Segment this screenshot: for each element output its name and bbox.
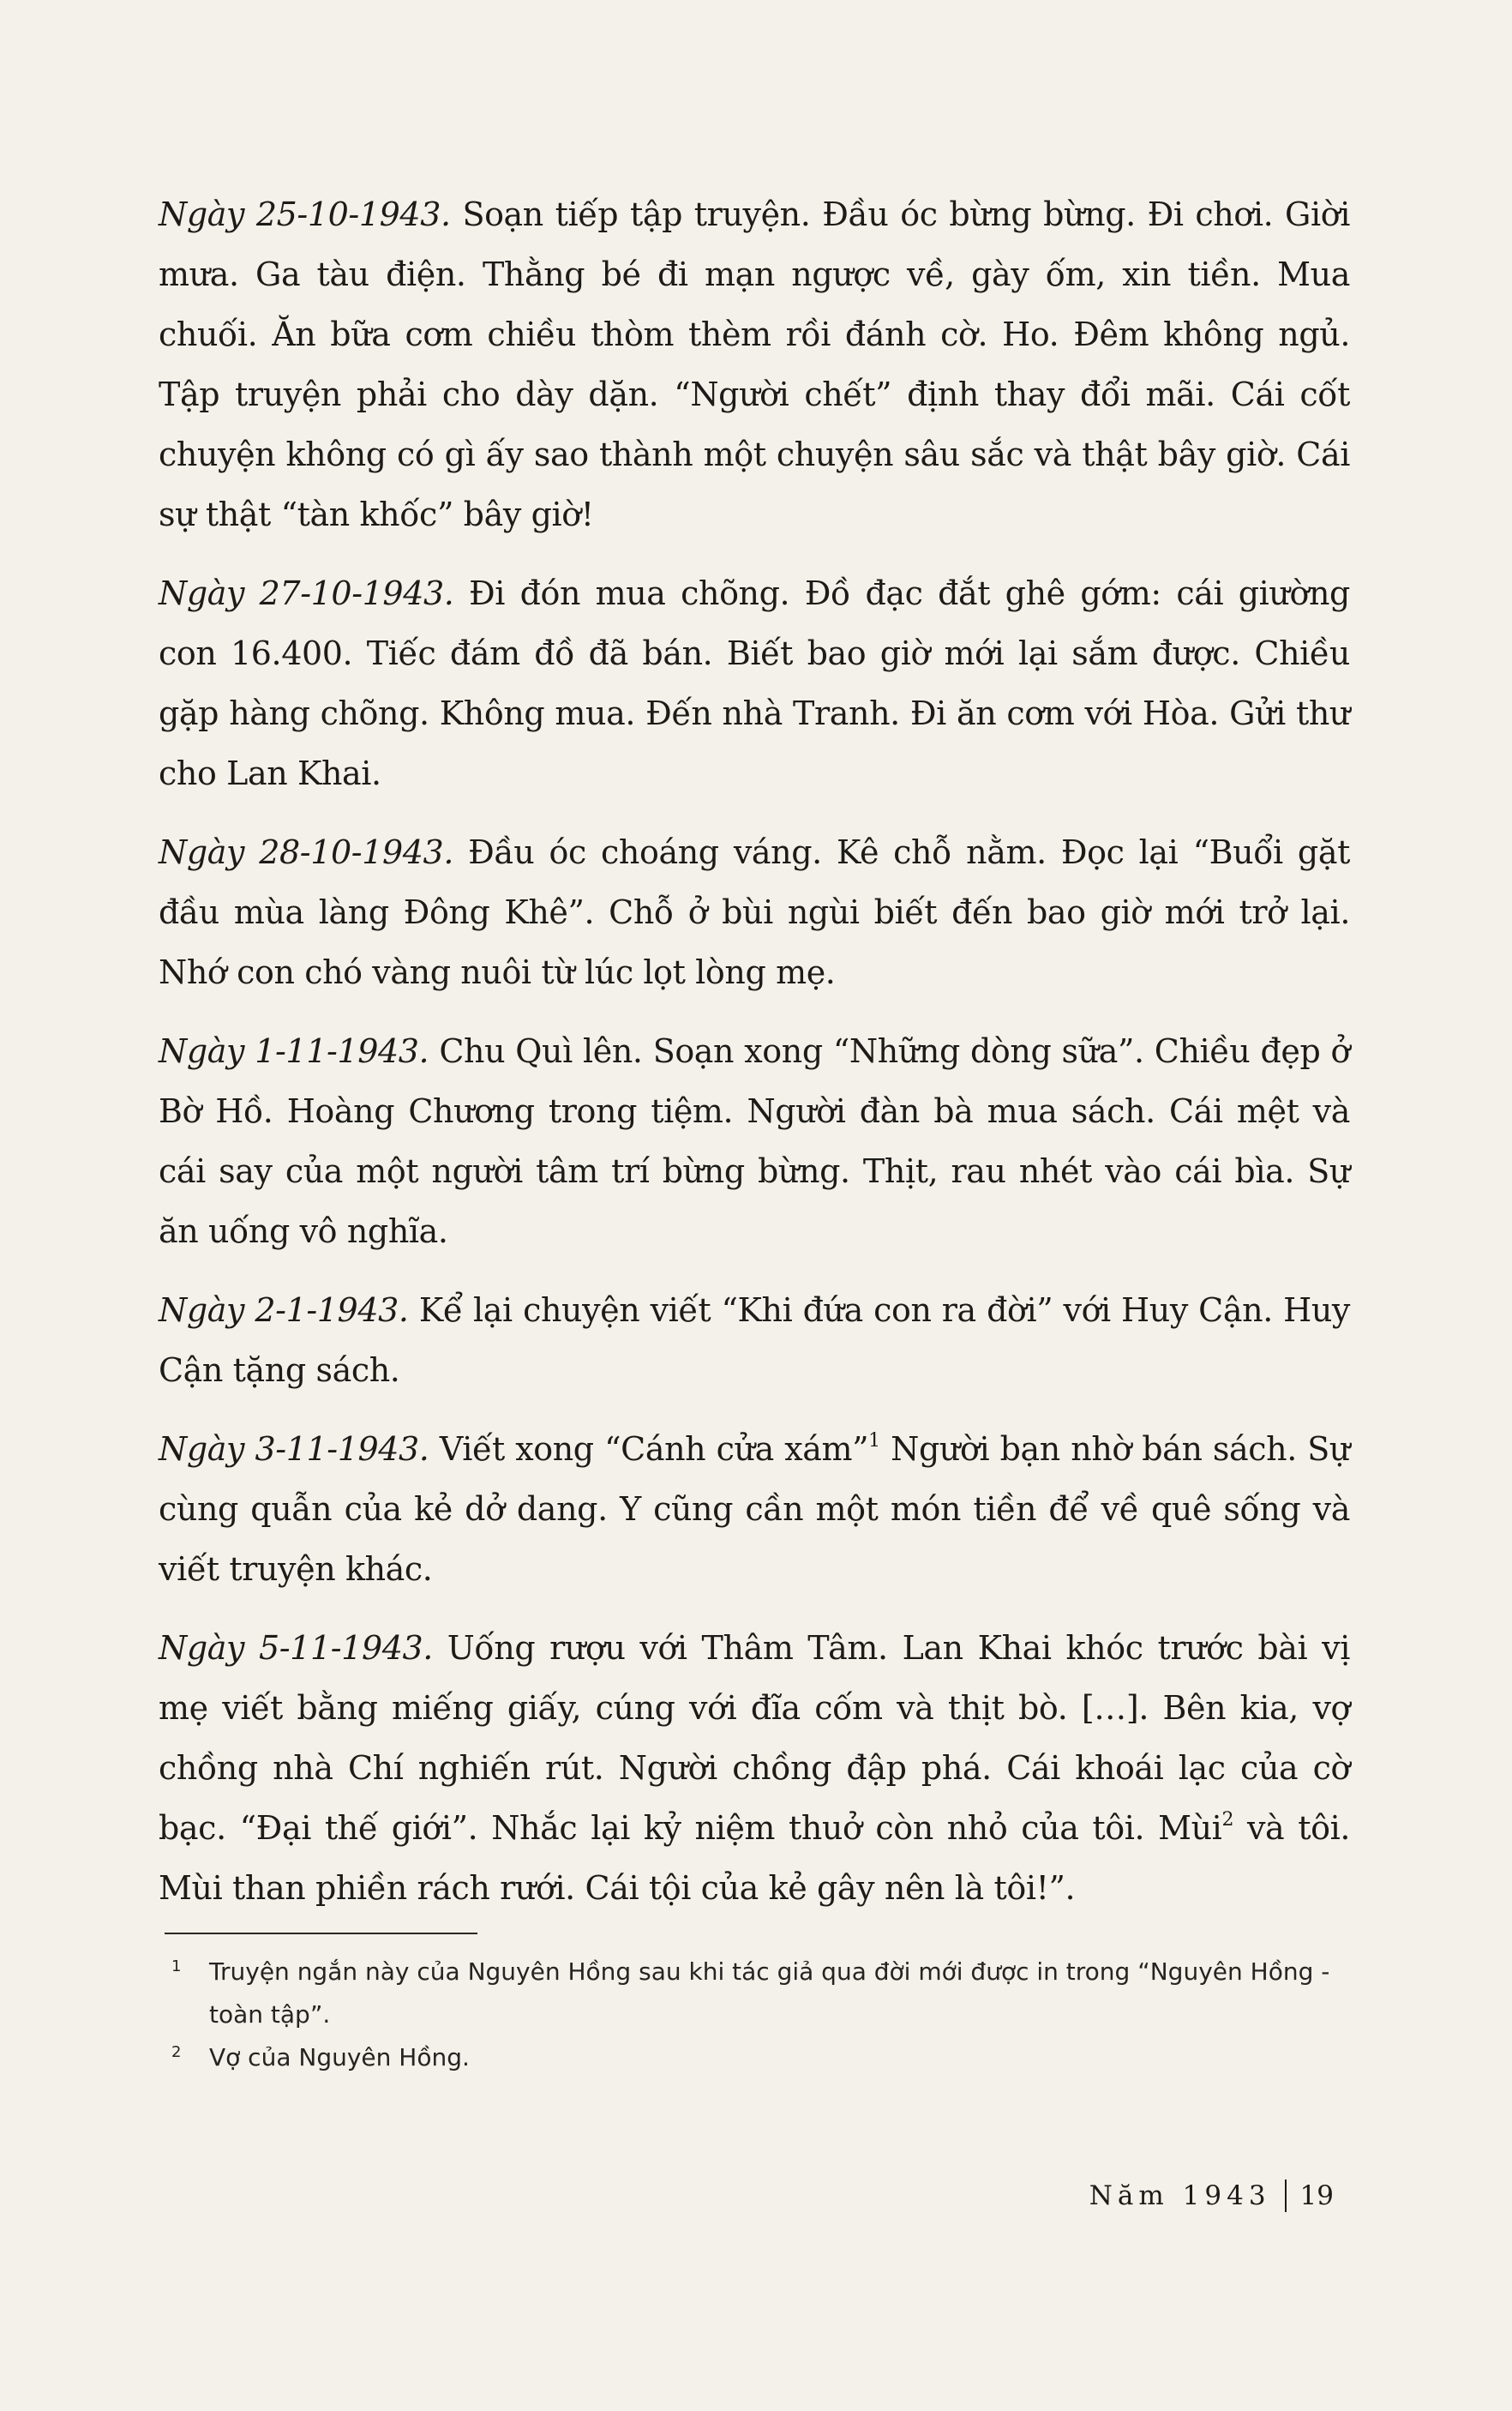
footnotes — [171, 1951, 1354, 2079]
footnote-text: Vợ của Nguyên Hồng. — [209, 2043, 470, 2071]
entry-text: Đi đón mua chõng. Đồ đạc đắt ghê gớm: cái giường con 16.400. Tiếc đám đồ đã bán. Biết bao giờ mới lại sắm được. Chiều gặp hàng chõng. Không mua. Đến nhà Tranh. Đi ăn cơm với Hòa. Gửi thư cho Lan Khai. — [159, 574, 1350, 792]
entry-text: Chu Quì lên. Soạn xong “Những dòng sữa”. Chiều đẹp ở Bờ Hồ. Hoàng Chương trong tiệm. Người đàn bà mua sách. Cái mệt và cái say của một người tâm trí bừng bừng. Thịt, rau nhét vào cái bìa. Sự ăn uống vô nghĩa. — [159, 1032, 1350, 1250]
diary-entry — [159, 1618, 1350, 1918]
entry-text: Kể lại chuyện viết “Khi đứa con ra đời” với Huy Cận. Huy Cận tặng sách. — [159, 1291, 1350, 1389]
entry-text-before-ref: Viết xong “Cánh cửa xám” — [429, 1430, 869, 1468]
footnote-reference[interactable]: 2 — [1221, 1809, 1234, 1831]
footnote-item — [171, 1951, 1354, 2036]
diary-entries — [159, 184, 1350, 1937]
entry-date: Ngày 1-11-1943. — [159, 1032, 429, 1070]
entry-date: Ngày 2-1-1943. — [159, 1291, 409, 1329]
entry-date: Ngày 25-10-1943. — [159, 195, 451, 233]
page-number: 19 — [1299, 2180, 1334, 2211]
footnote-reference[interactable]: 1 — [868, 1430, 880, 1452]
footnote-text: Truyện ngắn này của Nguyên Hồng sau khi tác giả qua đời mới được in trong “Nguyên Hồng - toàn tập”. — [209, 1957, 1330, 2029]
folio-separator — [1285, 2180, 1287, 2212]
diary-entry — [159, 184, 1350, 544]
entry-text: Soạn tiếp tập truyện. Đầu óc bừng bừng. Đi chơi. Giời mưa. Ga tàu điện. Thằng bé đi mạn ngược về, gày ốm, xin tiền. Mua chuối. Ăn bữa cơm chiều thòm thèm rồi đánh cờ. Ho. Đêm không ngủ. Tập truyện phải cho dày dặn. “Người chết” định thay đổi mãi. Cái cốt chuyện không có gì ấy sao thành một chuyện sâu sắc và thật bây giờ. Cái sự thật “tàn khốc” bây giờ! — [159, 195, 1350, 533]
entry-text: và tôi. Mùi than phiền rách rưới. Cái tội của kẻ gây nên là tôi!”. — [159, 1809, 1350, 1907]
page-footer — [1089, 2180, 1334, 2212]
diary-entry — [159, 1419, 1350, 1599]
entry-date: Ngày 27-10-1943. — [159, 574, 454, 612]
footnote-divider — [165, 1933, 477, 1934]
entry-date: Ngày 5-11-1943. — [159, 1629, 433, 1667]
diary-entry — [159, 1280, 1350, 1400]
diary-entry — [159, 1021, 1350, 1261]
entry-text: Người bạn nhờ bán sách. Sự cùng quẫn của kẻ dở dang. Y cũng cần một món tiền để về quê sống và viết truyện khác. — [159, 1430, 1350, 1588]
entry-text: Đầu óc choáng váng. Kê chỗ nằm. Đọc lại “Buổi gặt đầu mùa làng Đông Khê”. Chỗ ở bùi ngùi biết đến bao giờ mới trở lại. Nhớ con chó vàng nuôi từ lúc lọt lòng mẹ. — [159, 833, 1350, 991]
footnote-item — [171, 2036, 1354, 2079]
footnote-number: 2 — [171, 2043, 182, 2061]
entry-text-before-ref: Uống rượu với Thâm Tâm. Lan Khai khóc trước bài vị mẹ viết bằng miếng giấy, cúng với đĩa cốm và thịt bò. […]. Bên kia, vợ chồng nhà Chí nghiến rút. Người chồng đập phá. Cái khoái lạc của cờ bạc. “Đại thế giới”. Nhắc lại kỷ niệm thuở còn nhỏ của tôi. Mùi — [159, 1629, 1350, 1847]
diary-entry — [159, 822, 1350, 1002]
footnote-number: 1 — [171, 1957, 182, 1975]
entry-date: Ngày 28-10-1943. — [159, 833, 454, 871]
diary-entry — [159, 563, 1350, 803]
running-title: Năm 1943 — [1089, 2180, 1271, 2211]
entry-date: Ngày 3-11-1943. — [159, 1430, 429, 1468]
